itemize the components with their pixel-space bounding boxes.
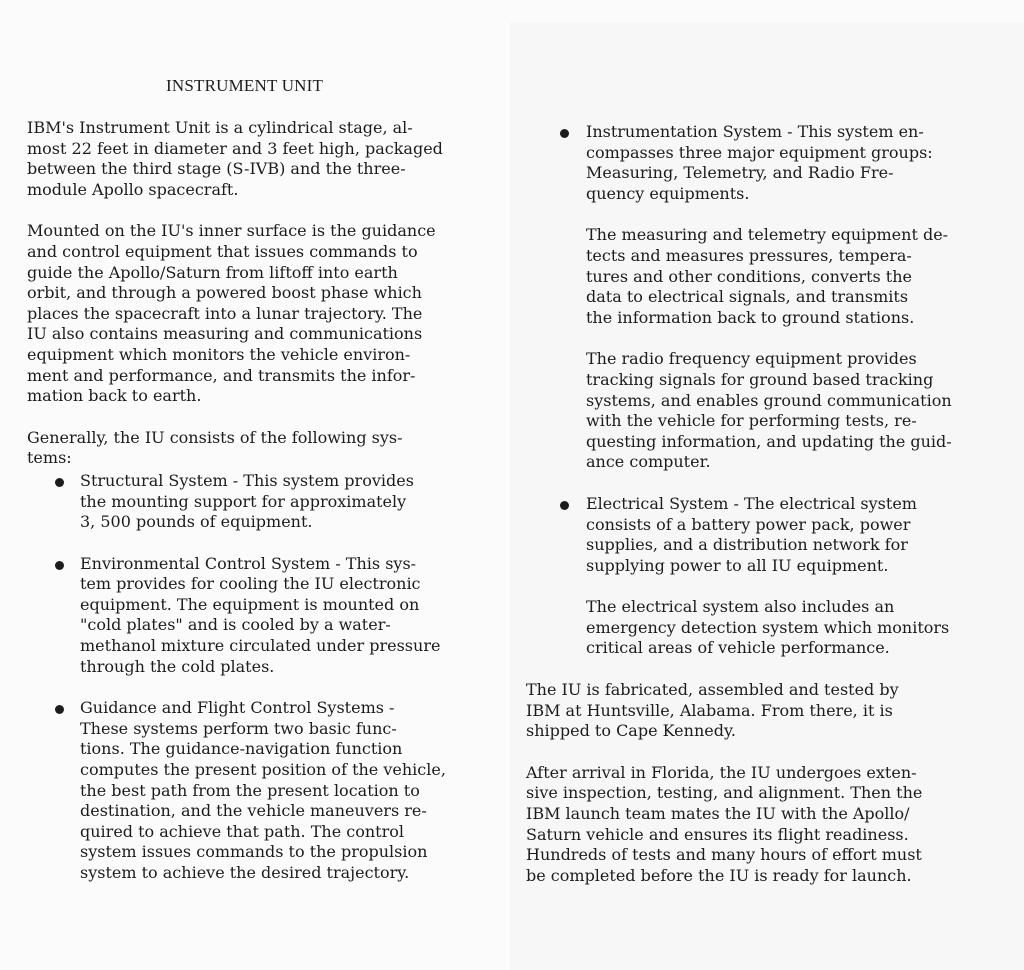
text-line: emergency detection system which monitors <box>586 617 950 637</box>
emergency-detection-paragraph <box>526 597 996 659</box>
right-column <box>526 122 996 886</box>
text-line: systems, and enables ground communication <box>586 390 952 410</box>
text-line: tures and other conditions, converts the <box>586 266 912 286</box>
text-line: IBM launch team mates the IU with the Apollo/ <box>526 804 910 824</box>
text-line: orbit, and through a powered boost phase which <box>27 283 422 303</box>
text-line: equipment which monitors the vehicle environ- <box>27 344 411 364</box>
bullet-guidance-flight-control <box>27 698 497 883</box>
text-line: mation back to earth. <box>27 386 202 406</box>
text-line: tracking signals for ground based tracking <box>586 369 934 389</box>
text-line: "cold plates" and is cooled by a water- <box>80 615 391 635</box>
radio-frequency-paragraph <box>526 349 996 473</box>
bullet-icon <box>560 501 569 510</box>
text-line: tem provides for cooling the IU electronic <box>80 574 421 594</box>
text-line: places the spacecraft into a lunar trajectory. The <box>27 303 423 323</box>
bullet-icon <box>55 705 64 714</box>
text-line: These systems perform two basic func- <box>80 718 397 738</box>
text-line: supplies, and a distribution network for <box>586 535 908 555</box>
bullet-environmental-control-system <box>27 554 497 678</box>
text-line: sive inspection, testing, and alignment. Then the <box>526 783 923 803</box>
text-line: computes the present position of the vehicle, <box>80 760 446 780</box>
text-line: Instrumentation System - This system en- <box>586 122 924 141</box>
bullet-icon <box>55 561 64 570</box>
text-line: ment and performance, and transmits the infor- <box>27 365 416 385</box>
text-line: The IU is fabricated, assembled and tested by <box>526 680 899 700</box>
text-line: IBM at Huntsville, Alabama. From there, it is <box>526 700 893 720</box>
text-line: Saturn vehicle and ensures its flight readiness. <box>526 824 909 844</box>
text-line: destination, and the vehicle maneuvers re- <box>80 801 427 821</box>
text-line: the best path from the present location to <box>80 780 420 800</box>
text-line: After arrival in Florida, the IU undergoes exten- <box>526 762 917 782</box>
left-column <box>27 118 497 884</box>
text-line: data to electrical signals, and transmits <box>586 287 909 307</box>
text-line: questing information, and updating the guid- <box>586 431 952 451</box>
text-line: The measuring and telemetry equipment de- <box>586 225 949 245</box>
text-line: module Apollo spacecraft. <box>27 179 239 199</box>
text-line: most 22 feet in diameter and 3 feet high, packaged <box>27 138 443 158</box>
text-line: through the cold plates. <box>80 656 275 676</box>
mounted-paragraph <box>27 221 497 406</box>
text-line: tects and measures pressures, tempera- <box>586 245 912 265</box>
page-title: INSTRUMENT UNIT <box>166 76 324 95</box>
text-line: equipment. The equipment is mounted on <box>80 594 420 614</box>
text-line: supplying power to all IU equipment. <box>586 555 889 575</box>
measuring-telemetry-paragraph <box>526 225 996 328</box>
intro-paragraph <box>27 118 497 200</box>
text-line: compasses three major equipment groups: <box>586 142 933 162</box>
fabrication-paragraph <box>526 680 996 742</box>
bullet-icon <box>55 478 64 487</box>
text-line: Guidance and Flight Control Systems - <box>80 698 395 718</box>
text-line: ance computer. <box>586 452 711 472</box>
text-line: be completed before the IU is ready for launch. <box>526 865 912 885</box>
text-line: Measuring, Telemetry, and Radio Fre- <box>586 163 894 183</box>
text-line: system issues commands to the propulsion <box>80 842 428 862</box>
bullet-structural-system <box>27 471 497 533</box>
text-line: The electrical system also includes an <box>586 597 895 617</box>
text-line: quency equipments. <box>586 183 750 203</box>
bullet-icon <box>560 129 569 138</box>
text-line: shipped to Cape Kennedy. <box>526 721 736 741</box>
text-line: The radio frequency equipment provides <box>586 349 917 369</box>
text-line: system to achieve the desired trajectory. <box>80 863 410 882</box>
text-line: Generally, the IU consists of the following sys- <box>27 427 403 447</box>
text-line: methanol mixture circulated under pressure <box>80 636 441 656</box>
text-line: Environmental Control System - This sys- <box>80 553 417 573</box>
text-line: tions. The guidance-navigation function <box>80 739 403 759</box>
text-line: between the third stage (S-IVB) and the three- <box>27 159 406 179</box>
text-line: the information back to ground stations. <box>586 307 915 327</box>
text-line: quired to achieve that path. The control <box>80 821 404 841</box>
text-line: critical areas of vehicle performance. <box>586 638 890 658</box>
text-line: IU also contains measuring and communications <box>27 324 423 344</box>
text-line: Mounted on the IU's inner surface is the guidance <box>27 221 436 241</box>
bullet-electrical-system <box>526 494 996 576</box>
text-line: consists of a battery power pack, power <box>586 514 911 534</box>
text-line: Electrical System - The electrical system <box>586 493 917 513</box>
text-line: 3, 500 pounds of equipment. <box>80 512 313 532</box>
text-line: Hundreds of tests and many hours of effort must <box>526 845 922 865</box>
text-line: and control equipment that issues commands to <box>27 241 418 261</box>
text-line: IBM's Instrument Unit is a cylindrical stage, al- <box>27 118 413 137</box>
florida-arrival-paragraph <box>526 763 996 887</box>
text-line: Structural System - This system provides <box>80 470 414 490</box>
text-line: tems: <box>27 448 72 468</box>
text-line: the mounting support for approximately <box>80 491 407 511</box>
text-line: guide the Apollo/Saturn from liftoff into earth <box>27 262 398 282</box>
text-line: with the vehicle for performing tests, re- <box>586 411 917 431</box>
bullet-instrumentation-system <box>526 122 996 204</box>
systems-intro-paragraph <box>27 428 497 469</box>
